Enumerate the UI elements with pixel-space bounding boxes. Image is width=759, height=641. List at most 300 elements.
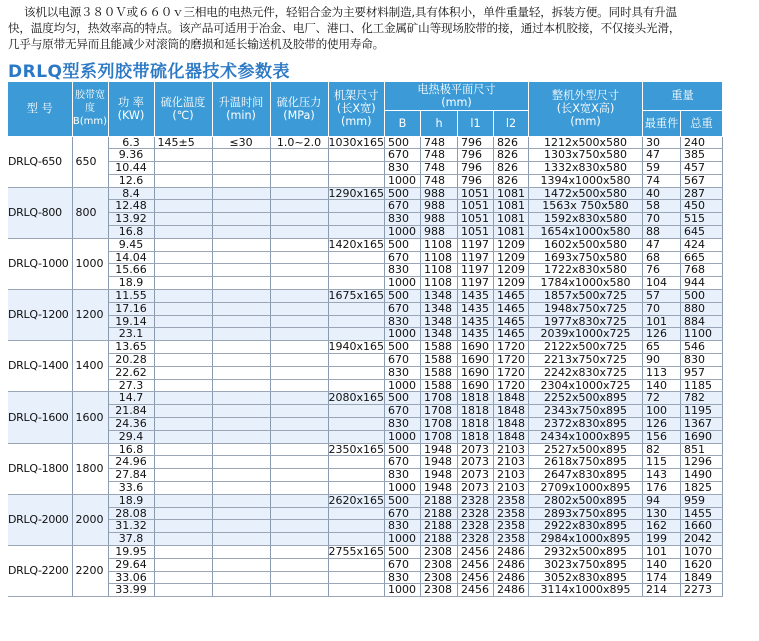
header-overall xyxy=(529,82,643,136)
plate-l2-cell: 826 xyxy=(494,174,529,187)
heat-time-cell xyxy=(212,494,270,507)
pressure-cell xyxy=(270,494,328,507)
pressure-cell xyxy=(270,341,328,354)
temp-cell xyxy=(154,507,212,520)
heat-time-cell xyxy=(212,341,270,354)
power-cell: 18.9 xyxy=(108,494,154,507)
plate-l1-cell: 1690 xyxy=(458,354,494,367)
plate-l1-cell: 1818 xyxy=(458,405,494,418)
plate-l2-cell: 1081 xyxy=(494,187,529,200)
heat-time-cell xyxy=(212,174,270,187)
header-plate-h: h xyxy=(421,110,458,136)
header-power-unit: (KW) xyxy=(117,108,145,122)
power-cell: 15.66 xyxy=(108,264,154,277)
plate-l1-cell: 1051 xyxy=(458,226,494,239)
frame-cell xyxy=(328,405,385,418)
overall-size-cell: 1394x1000x580 xyxy=(529,174,643,187)
plate-b-cell: 500 xyxy=(385,136,421,149)
heat-time-cell xyxy=(212,456,270,469)
temp-cell xyxy=(154,443,212,456)
temp-cell xyxy=(154,290,212,303)
plate-l2-cell: 826 xyxy=(494,162,529,175)
header-power-label: 功 率 xyxy=(118,95,144,109)
plate-l1-cell: 2456 xyxy=(458,558,494,571)
temp-cell xyxy=(154,238,212,251)
header-width-unit: B(mm) xyxy=(72,116,108,128)
weight-total-cell: 851 xyxy=(681,443,723,456)
plate-b-cell: 500 xyxy=(385,341,421,354)
table-row xyxy=(8,149,723,162)
frame-cell xyxy=(328,200,385,213)
model-cell: DRLQ-1800 xyxy=(8,443,72,494)
weight-total-cell: 957 xyxy=(681,366,723,379)
pressure-cell xyxy=(270,366,328,379)
power-cell: 11.55 xyxy=(108,290,154,303)
power-cell: 29.4 xyxy=(108,430,154,443)
plate-l1-cell: 1197 xyxy=(458,238,494,251)
plate-l2-cell: 826 xyxy=(494,136,529,149)
temp-cell xyxy=(154,469,212,482)
frame-cell xyxy=(328,533,385,546)
frame-cell xyxy=(328,251,385,264)
frame-cell: 1675x165 xyxy=(328,289,384,303)
heat-time-cell xyxy=(212,315,270,328)
plate-l1-cell: 1690 xyxy=(458,341,494,354)
model-cell: DRLQ-1000 xyxy=(8,238,72,289)
heat-time-cell xyxy=(212,226,270,239)
heat-time-cell xyxy=(212,443,270,456)
temp-cell xyxy=(154,277,212,290)
pressure-cell xyxy=(270,238,328,251)
plate-b-cell: 670 xyxy=(385,507,421,520)
weight-total-cell: 1185 xyxy=(681,379,723,392)
power-cell: 29.64 xyxy=(108,558,154,571)
plate-l1-cell: 1818 xyxy=(458,430,494,443)
header-temp-label: 硫化温度 xyxy=(160,95,206,109)
temp-cell xyxy=(154,162,212,175)
power-cell: 16.8 xyxy=(108,443,154,456)
pressure-cell xyxy=(270,290,328,303)
temp-cell xyxy=(154,571,212,584)
pressure-cell xyxy=(270,558,328,571)
pressure-cell xyxy=(270,277,328,290)
weight-max-cell: 113 xyxy=(643,366,681,379)
temp-cell xyxy=(154,558,212,571)
power-cell: 24.96 xyxy=(108,456,154,469)
plate-b-cell: 830 xyxy=(385,315,421,328)
overall-size-cell: 2802x500x895 xyxy=(529,494,643,507)
frame-cell xyxy=(328,571,385,584)
plate-l1-cell: 1197 xyxy=(458,277,494,290)
heat-time-cell xyxy=(212,366,270,379)
plate-h-cell: 1708 xyxy=(421,405,458,418)
model-cell: DRLQ-1200 xyxy=(8,290,72,341)
table-row xyxy=(8,469,723,482)
weight-max-cell: 174 xyxy=(643,571,681,584)
pressure-cell xyxy=(270,584,328,597)
weight-total-cell: 830 xyxy=(681,354,723,367)
pressure-cell xyxy=(270,226,328,239)
width-cell: 1800 xyxy=(72,443,108,494)
temp-cell xyxy=(154,379,212,392)
power-cell: 22.62 xyxy=(108,366,154,379)
plate-h-cell: 2188 xyxy=(421,507,458,520)
plate-b-cell: 500 xyxy=(385,392,421,405)
pressure-cell xyxy=(270,149,328,162)
plate-b-cell: 830 xyxy=(385,162,421,175)
weight-max-cell: 59 xyxy=(643,162,681,175)
weight-max-cell: 47 xyxy=(643,149,681,162)
plate-h-cell: 1348 xyxy=(421,315,458,328)
power-cell: 27.3 xyxy=(108,379,154,392)
header-plate-unit: (mm) xyxy=(441,95,472,109)
heat-time-cell xyxy=(212,507,270,520)
plate-l2-cell: 1209 xyxy=(494,238,529,251)
plate-b-cell: 830 xyxy=(385,520,421,533)
plate-h-cell: 1948 xyxy=(421,482,458,495)
temp-cell xyxy=(154,584,212,597)
plate-b-cell: 1000 xyxy=(385,430,421,443)
table-row xyxy=(8,200,723,213)
table-row xyxy=(8,354,723,367)
plate-h-cell: 1108 xyxy=(421,264,458,277)
plate-b-cell: 1000 xyxy=(385,328,421,341)
model-cell: DRLQ-1600 xyxy=(8,392,72,443)
header-width xyxy=(72,82,108,136)
plate-l2-cell: 1465 xyxy=(494,328,529,341)
table-row xyxy=(8,584,723,597)
overall-size-cell: 2434x1000x895 xyxy=(529,430,643,443)
frame-cell: 1290x165 xyxy=(328,187,384,200)
plate-l1-cell: 1690 xyxy=(458,379,494,392)
plate-l1-cell: 2328 xyxy=(458,494,494,507)
header-pressure-unit: (MPa) xyxy=(283,108,315,122)
pressure-cell xyxy=(270,430,328,443)
header-plate-label: 电热极平面尺寸 xyxy=(417,82,496,96)
heat-time-cell xyxy=(212,430,270,443)
heat-time-cell xyxy=(212,251,270,264)
weight-max-cell: 140 xyxy=(643,558,681,571)
plate-h-cell: 748 xyxy=(421,162,458,175)
plate-b-cell: 1000 xyxy=(385,482,421,495)
model-cell: DRLQ-2000 xyxy=(8,494,72,545)
plate-h-cell: 1948 xyxy=(421,456,458,469)
plate-l1-cell: 2073 xyxy=(458,482,494,495)
overall-size-cell: 2932x500x895 xyxy=(529,546,643,559)
frame-cell xyxy=(328,507,385,520)
intro-line: 快，温度均匀，热效率高的特点。该产品可适用于冶金、电厂、港口、化工金属矿山等现场胶带的接，通过本机胶接，不仅接头光滑， xyxy=(8,21,681,35)
width-cell: 800 xyxy=(72,187,108,238)
heat-time-cell xyxy=(212,149,270,162)
header-frame xyxy=(328,82,385,136)
overall-size-cell: 1977x830x725 xyxy=(529,315,643,328)
model-cell: DRLQ-650 xyxy=(8,136,72,187)
weight-total-cell: 457 xyxy=(681,162,723,175)
overall-size-cell: 1722x830x580 xyxy=(529,264,643,277)
plate-l1-cell: 1690 xyxy=(458,366,494,379)
plate-b-cell: 1000 xyxy=(385,226,421,239)
weight-total-cell: 1660 xyxy=(681,520,723,533)
plate-l2-cell: 1848 xyxy=(494,405,529,418)
plate-b-cell: 1000 xyxy=(385,277,421,290)
plate-l2-cell: 1720 xyxy=(494,379,529,392)
weight-total-cell: 515 xyxy=(681,213,723,226)
overall-size-cell: 1563x 750x580 xyxy=(529,200,643,213)
weight-total-cell: 1296 xyxy=(681,456,723,469)
table-header xyxy=(8,82,723,136)
temp-cell xyxy=(154,264,212,277)
table-row xyxy=(8,558,723,571)
overall-size-cell: 1857x500x725 xyxy=(529,290,643,303)
table-row xyxy=(8,482,723,495)
plate-b-cell: 500 xyxy=(385,443,421,456)
pressure-cell xyxy=(270,533,328,546)
plate-b-cell: 670 xyxy=(385,149,421,162)
weight-total-cell: 1690 xyxy=(681,430,723,443)
plate-l2-cell: 1209 xyxy=(494,264,529,277)
plate-l2-cell: 1848 xyxy=(494,430,529,443)
header-frame-unit: (mm) xyxy=(340,115,372,129)
temp-cell xyxy=(154,341,212,354)
table-row xyxy=(8,533,723,546)
pressure-cell xyxy=(270,174,328,187)
plate-b-cell: 670 xyxy=(385,251,421,264)
weight-total-cell: 240 xyxy=(681,136,723,149)
heat-time-cell: ≤30 xyxy=(212,136,270,149)
plate-h-cell: 1108 xyxy=(421,251,458,264)
heat-time-cell xyxy=(212,469,270,482)
header-plate-l1: l1 xyxy=(458,110,494,136)
plate-h-cell: 1708 xyxy=(421,430,458,443)
plate-l2-cell: 1465 xyxy=(494,290,529,303)
overall-size-cell: 1948x750x725 xyxy=(529,302,643,315)
plate-b-cell: 500 xyxy=(385,187,421,200)
plate-l1-cell: 1197 xyxy=(458,251,494,264)
weight-total-cell: 546 xyxy=(681,341,723,354)
weight-total-cell: 424 xyxy=(681,238,723,251)
overall-size-cell: 1212x500x580 xyxy=(529,136,643,149)
plate-l2-cell: 2486 xyxy=(494,584,529,597)
frame-cell xyxy=(328,558,385,571)
pressure-cell xyxy=(270,302,328,315)
table-row xyxy=(8,392,723,405)
plate-l1-cell: 2328 xyxy=(458,520,494,533)
overall-size-cell: 1693x750x580 xyxy=(529,251,643,264)
pressure-cell xyxy=(270,187,328,200)
plate-l1-cell: 796 xyxy=(458,136,494,149)
header-temp xyxy=(154,82,212,136)
weight-max-cell: 82 xyxy=(643,443,681,456)
weight-total-cell: 1100 xyxy=(681,328,723,341)
overall-size-cell: 1332x830x580 xyxy=(529,162,643,175)
weight-total-cell: 768 xyxy=(681,264,723,277)
plate-l2-cell: 1848 xyxy=(494,392,529,405)
plate-h-cell: 748 xyxy=(421,174,458,187)
plate-h-cell: 1708 xyxy=(421,418,458,431)
table-row xyxy=(8,418,723,431)
power-cell: 33.99 xyxy=(108,584,154,597)
plate-l2-cell: 1081 xyxy=(494,226,529,239)
weight-max-cell: 100 xyxy=(643,405,681,418)
heat-time-cell xyxy=(212,162,270,175)
plate-l1-cell: 2073 xyxy=(458,469,494,482)
heat-time-cell xyxy=(212,392,270,405)
plate-h-cell: 2308 xyxy=(421,584,458,597)
overall-size-cell: 1472x500x580 xyxy=(529,187,643,200)
plate-l2-cell: 2103 xyxy=(494,482,529,495)
frame-cell xyxy=(328,379,385,392)
weight-max-cell: 199 xyxy=(643,533,681,546)
plate-h-cell: 2308 xyxy=(421,558,458,571)
plate-b-cell: 670 xyxy=(385,354,421,367)
plate-l1-cell: 1435 xyxy=(458,315,494,328)
weight-total-cell: 1849 xyxy=(681,571,723,584)
frame-cell xyxy=(328,456,385,469)
plate-b-cell: 1000 xyxy=(385,174,421,187)
power-cell: 12.6 xyxy=(108,174,154,187)
power-cell: 37.8 xyxy=(108,533,154,546)
overall-size-cell: 2893x750x895 xyxy=(529,507,643,520)
plate-h-cell: 1108 xyxy=(421,277,458,290)
frame-cell xyxy=(328,213,385,226)
plate-h-cell: 1108 xyxy=(421,238,458,251)
plate-l2-cell: 1848 xyxy=(494,418,529,431)
width-cell: 1600 xyxy=(72,392,108,443)
overall-size-cell: 3114x1000x895 xyxy=(529,584,643,597)
model-cell: DRLQ-800 xyxy=(8,187,72,238)
overall-size-cell: 2252x500x895 xyxy=(529,392,643,405)
plate-h-cell: 2188 xyxy=(421,520,458,533)
weight-max-cell: 74 xyxy=(643,174,681,187)
plate-l2-cell: 2358 xyxy=(494,533,529,546)
weight-total-cell: 1367 xyxy=(681,418,723,431)
weight-max-cell: 70 xyxy=(643,213,681,226)
width-cell: 1200 xyxy=(72,290,108,341)
table-row xyxy=(8,302,723,315)
table-row xyxy=(8,405,723,418)
plate-b-cell: 830 xyxy=(385,571,421,584)
plate-h-cell: 1588 xyxy=(421,379,458,392)
temp-cell xyxy=(154,430,212,443)
plate-l2-cell: 2486 xyxy=(494,571,529,584)
weight-max-cell: 57 xyxy=(643,290,681,303)
table-row xyxy=(8,162,723,175)
weight-total-cell: 450 xyxy=(681,200,723,213)
width-cell: 1400 xyxy=(72,341,108,392)
power-cell: 10.44 xyxy=(108,162,154,175)
plate-l1-cell: 2456 xyxy=(458,571,494,584)
plate-l2-cell: 2486 xyxy=(494,546,529,559)
table-row xyxy=(8,174,723,187)
temp-cell: 145±5 xyxy=(154,136,212,149)
pressure-cell xyxy=(270,443,328,456)
pressure-cell xyxy=(270,546,328,559)
power-cell: 20.28 xyxy=(108,354,154,367)
plate-h-cell: 748 xyxy=(421,149,458,162)
plate-l1-cell: 796 xyxy=(458,174,494,187)
weight-max-cell: 176 xyxy=(643,482,681,495)
plate-l1-cell: 796 xyxy=(458,162,494,175)
heat-time-cell xyxy=(212,354,270,367)
frame-cell xyxy=(328,315,385,328)
plate-l1-cell: 1197 xyxy=(458,264,494,277)
weight-max-cell: 65 xyxy=(643,341,681,354)
temp-cell xyxy=(154,392,212,405)
heat-time-cell xyxy=(212,328,270,341)
plate-h-cell: 1588 xyxy=(421,354,458,367)
weight-total-cell: 645 xyxy=(681,226,723,239)
weight-total-cell: 385 xyxy=(681,149,723,162)
heat-time-cell xyxy=(212,290,270,303)
power-cell: 14.04 xyxy=(108,251,154,264)
plate-l2-cell: 1209 xyxy=(494,277,529,290)
weight-max-cell: 143 xyxy=(643,469,681,482)
header-heat-time-label: 升温时间 xyxy=(218,95,264,109)
power-cell: 33.6 xyxy=(108,482,154,495)
frame-cell xyxy=(328,174,385,187)
overall-size-cell: 2709x1000x895 xyxy=(529,482,643,495)
table-row xyxy=(8,379,723,392)
power-cell: 13.92 xyxy=(108,213,154,226)
plate-l1-cell: 1435 xyxy=(458,302,494,315)
power-cell: 19.95 xyxy=(108,546,154,559)
weight-max-cell: 130 xyxy=(643,507,681,520)
plate-l2-cell: 1720 xyxy=(494,366,529,379)
power-cell: 31.32 xyxy=(108,520,154,533)
overall-size-cell: 2039x1000x725 xyxy=(529,328,643,341)
heat-time-cell xyxy=(212,264,270,277)
heat-time-cell xyxy=(212,405,270,418)
intro-line: 该机以电源３８０Ｖ或６６０ｖ三相电的电热元件，轻铝合金为主要材料制造,具有体积小，单件重量轻，拆装方便。同时具有升温 xyxy=(24,5,677,19)
table-row xyxy=(8,341,723,354)
table-row xyxy=(8,507,723,520)
plate-b-cell: 670 xyxy=(385,405,421,418)
temp-cell xyxy=(154,251,212,264)
plate-l1-cell: 1435 xyxy=(458,290,494,303)
weight-max-cell: 88 xyxy=(643,226,681,239)
table-row xyxy=(8,251,723,264)
weight-total-cell: 1620 xyxy=(681,558,723,571)
overall-size-cell: 2984x1000x895 xyxy=(529,533,643,546)
temp-cell xyxy=(154,149,212,162)
plate-l1-cell: 1818 xyxy=(458,392,494,405)
power-cell: 27.84 xyxy=(108,469,154,482)
table-row xyxy=(8,238,723,251)
frame-cell xyxy=(328,354,385,367)
intro-line: 几乎与原带无异而且能减少对滚筒的磨损和延长输送机及胶带的使用寿命。 xyxy=(8,37,384,51)
pressure-cell xyxy=(270,379,328,392)
overall-size-cell: 2647x830x895 xyxy=(529,469,643,482)
width-cell: 650 xyxy=(72,136,108,187)
weight-max-cell: 90 xyxy=(643,354,681,367)
plate-h-cell: 1588 xyxy=(421,366,458,379)
weight-total-cell: 500 xyxy=(681,290,723,303)
heat-time-cell xyxy=(212,520,270,533)
weight-max-cell: 214 xyxy=(643,584,681,597)
weight-max-cell: 126 xyxy=(643,328,681,341)
header-overall-dims: (长X宽X高) xyxy=(556,102,615,116)
table-row xyxy=(8,315,723,328)
table-row xyxy=(8,494,723,507)
power-cell: 17.16 xyxy=(108,302,154,315)
pressure-cell xyxy=(270,315,328,328)
header-pressure xyxy=(270,82,328,136)
plate-l1-cell: 1051 xyxy=(458,213,494,226)
overall-size-cell: 2922x830x895 xyxy=(529,520,643,533)
heat-time-cell xyxy=(212,200,270,213)
power-cell: 9.36 xyxy=(108,149,154,162)
overall-size-cell: 3052x830x895 xyxy=(529,571,643,584)
